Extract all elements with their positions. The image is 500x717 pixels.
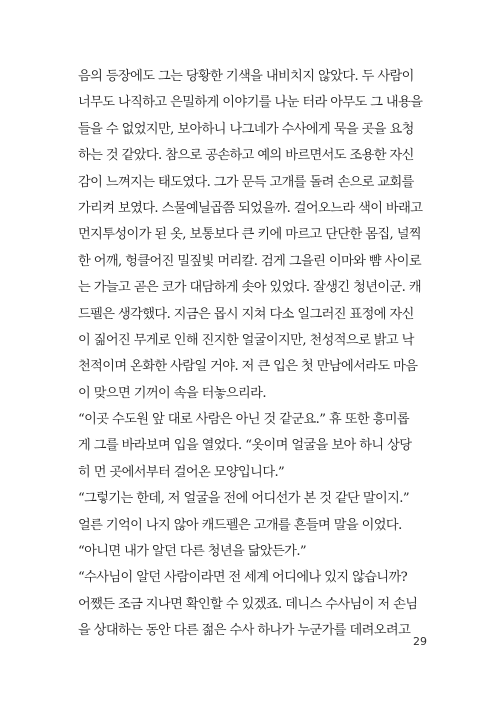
text-line-4: 하는 것 같았다. 참으로 공손하고 예의 바르면서도 조용한 자신 bbox=[78, 148, 414, 164]
text-line-18: 얼른 기억이 나지 않아 캐드펠은 고개를 흔들며 말을 이었다. bbox=[78, 517, 402, 533]
text-line-2: 너무도 나직하고 은밀하게 이야기를 나눈 터라 아무도 그 내용을 bbox=[78, 95, 423, 111]
text-line-9: 는 가늘고 곧은 코가 대담하게 솟아 있었다. 잘생긴 청년이군. 캐 bbox=[78, 280, 421, 296]
text-line-22: 을 상대하는 동안 다른 젊은 수사 하나가 누군가를 데려오려고 bbox=[78, 623, 411, 639]
text-line-8: 한 어깨, 헝클어진 밀짚빛 머리칼. 검게 그을린 이마와 뺨 사이로 bbox=[78, 253, 421, 269]
text-line-13: 이 맞으면 기꺼이 속을 터놓으리라. bbox=[78, 385, 266, 401]
text-line-6: 가리켜 보였다. 스물예닐곱쯤 되었을까. 걸어오느라 색이 바래고 bbox=[78, 200, 423, 216]
text-line-17: “그렇기는 한데, 저 얼굴을 전에 어디선가 본 것 같단 말이지.” bbox=[78, 491, 409, 507]
text-line-5: 감이 느껴지는 태도였다. 그가 문득 고개를 돌려 손으로 교회를 bbox=[78, 174, 414, 190]
text-line-14: “이곳 수도원 앞 대로 사람은 아닌 것 같군요.” 휴 또한 흥미롭 bbox=[78, 412, 409, 428]
body-text bbox=[78, 64, 434, 645]
text-line-11: 이 짊어진 무게로 인해 진지한 얼굴이지만, 천성적으로 밝고 낙 bbox=[78, 332, 414, 348]
page-number: 29 bbox=[413, 635, 427, 648]
text-line-16: 히 먼 곳에서부터 걸어온 모양입니다.” bbox=[78, 464, 285, 480]
text-line-1: 음의 등장에도 그는 당황한 기색을 내비치지 않았다. 두 사람이 bbox=[78, 69, 414, 84]
text-line-12: 천적이며 온화한 사람일 거야. 저 큰 입은 첫 만남에서라도 마음 bbox=[78, 359, 418, 375]
text-line-7: 먼지투성이가 된 옷, 보통보다 큰 키에 마르고 단단한 몸집, 널찍 bbox=[78, 227, 421, 243]
text-line-15: 게 그를 바라보며 입을 열었다. “옷이며 얼굴을 보아 하니 상당 bbox=[78, 438, 412, 454]
text-line-10: 드펠은 생각했다. 지금은 몹시 지쳐 다소 일그러진 표정에 자신 bbox=[78, 306, 414, 322]
text-line-20: “수사님이 알던 사람이라면 전 세계 어디에나 있지 않습니까? bbox=[78, 570, 408, 586]
text-line-21: 어쨌든 조금 지나면 확인할 수 있겠죠. 데니스 수사님이 저 손님 bbox=[78, 596, 418, 612]
text-line-3: 들을 수 없었지만, 보아하니 나그네가 수사에게 묵을 곳을 요청 bbox=[78, 121, 414, 137]
text-line-19: “아니면 내가 알던 다른 청년을 닮았든가.” bbox=[78, 544, 307, 560]
